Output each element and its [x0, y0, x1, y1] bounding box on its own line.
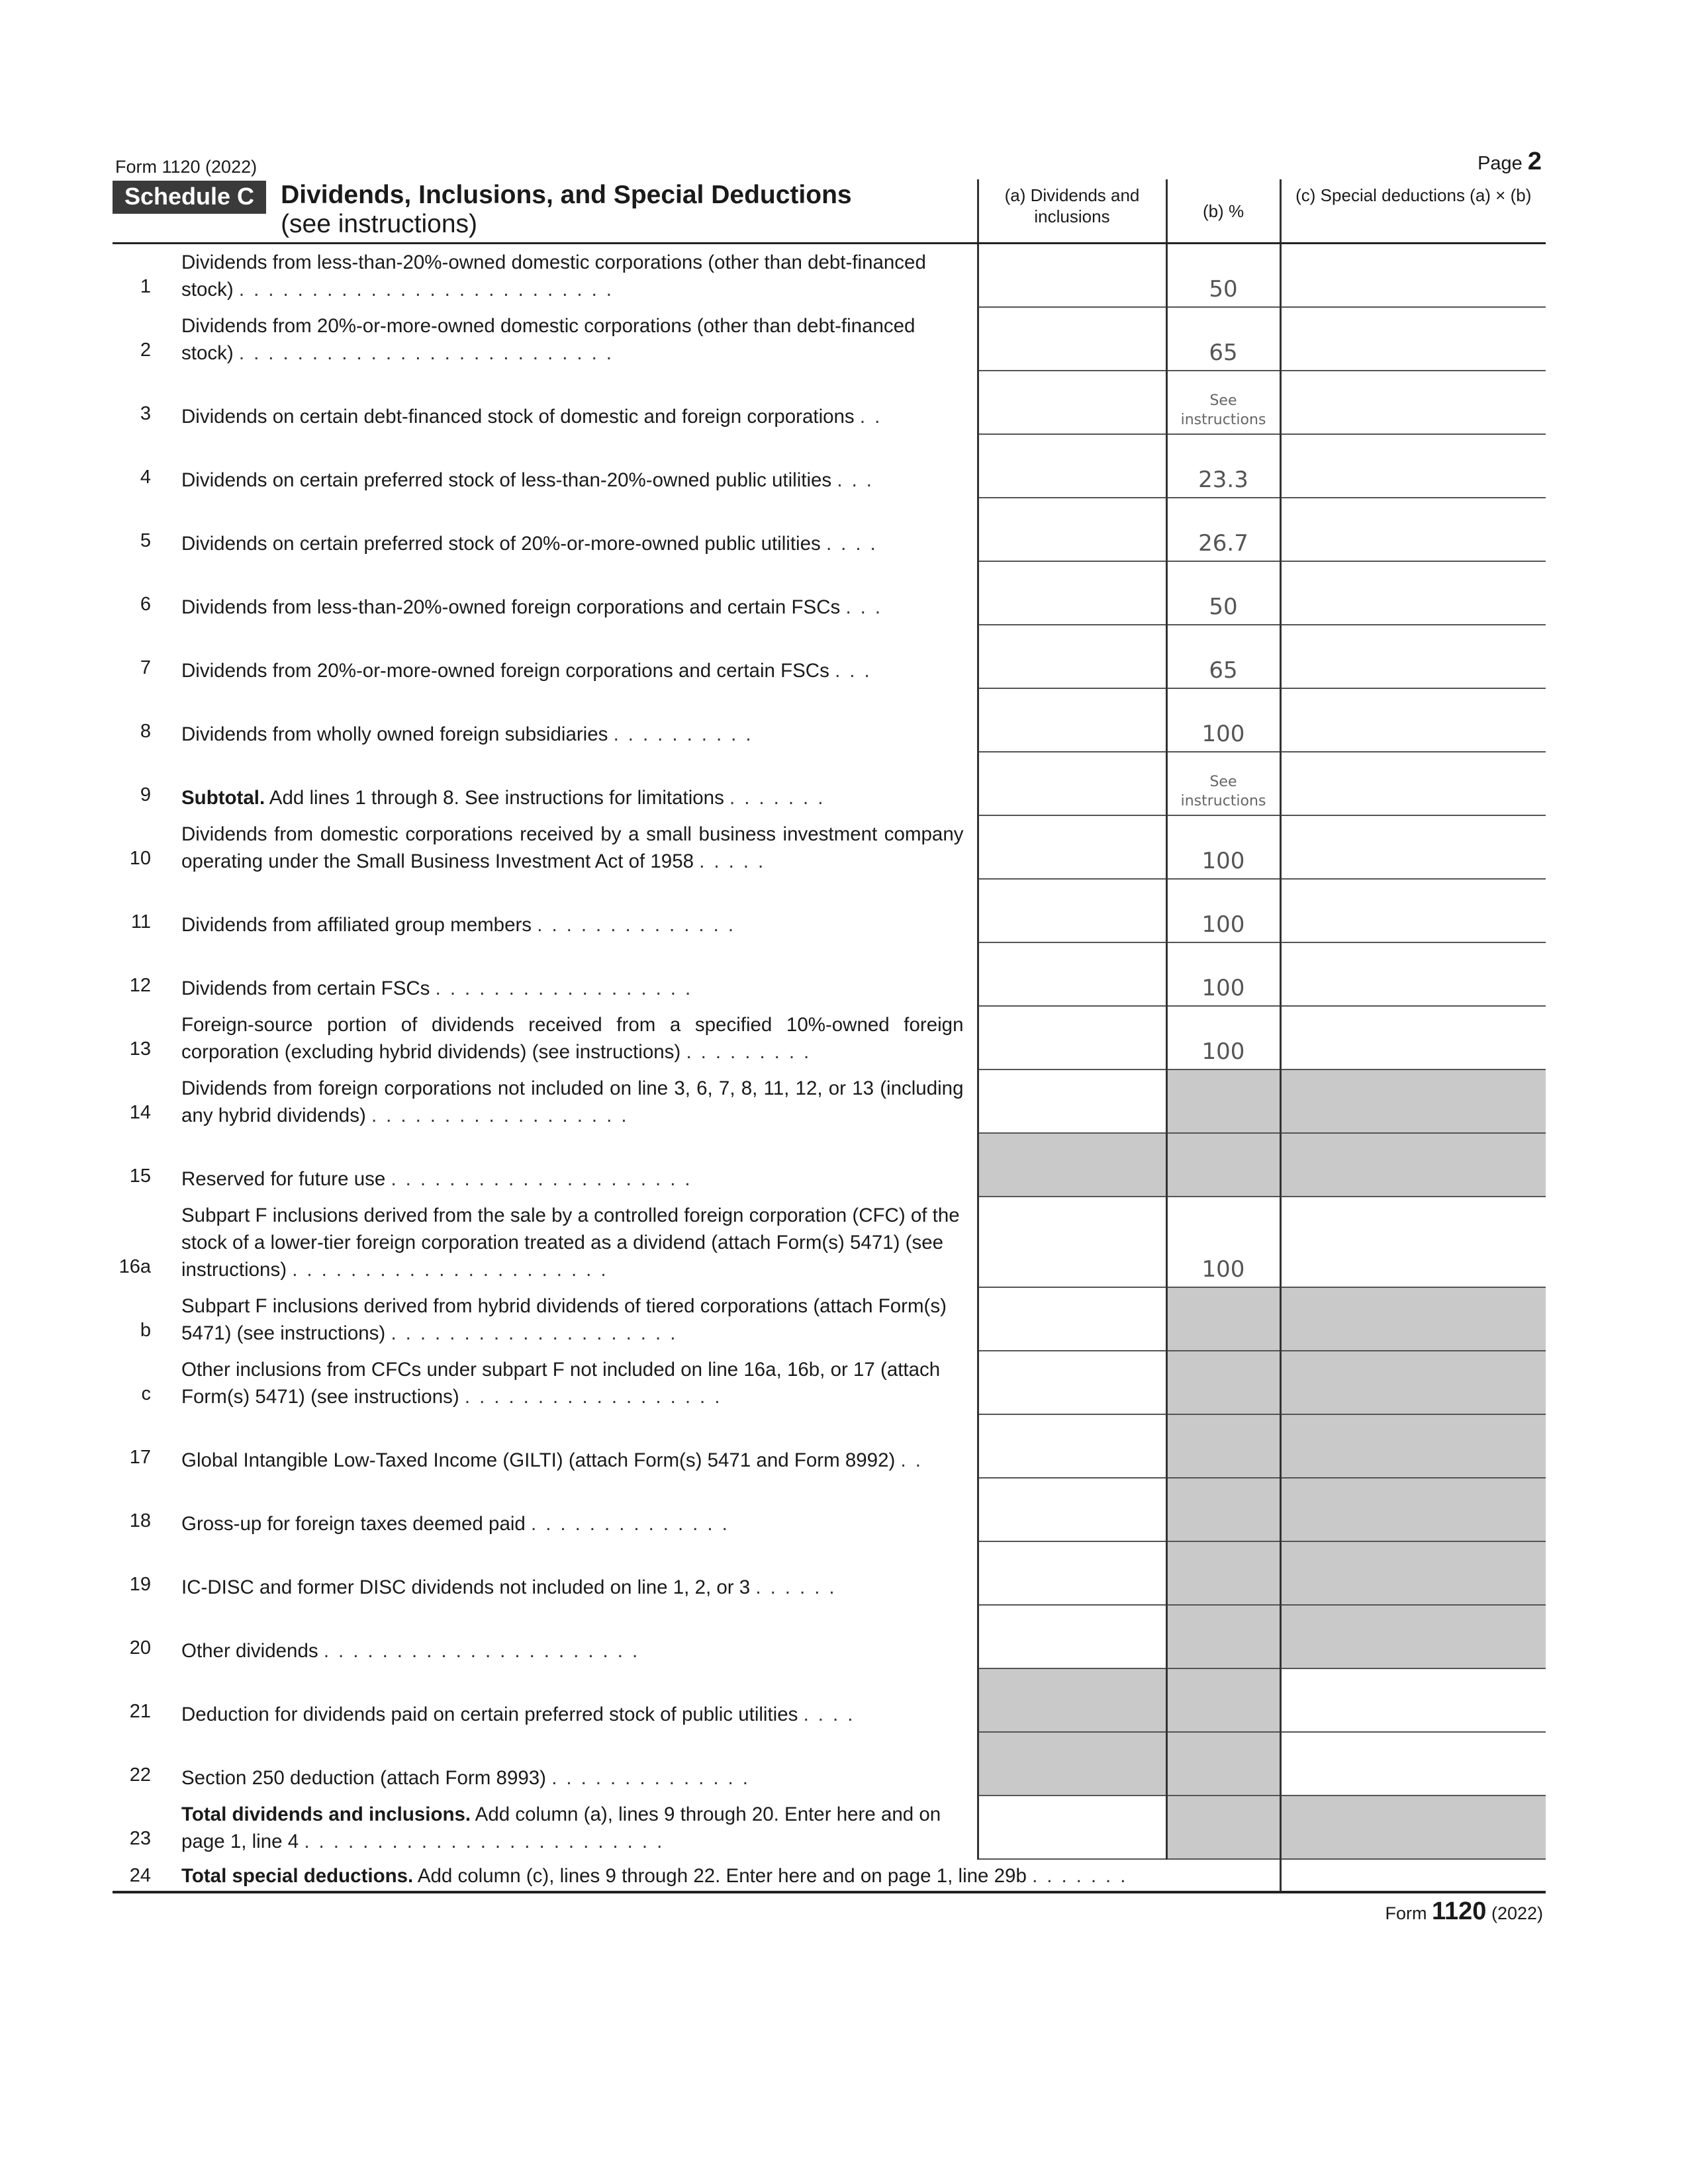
schedule-c-table	[113, 179, 1546, 1891]
line-14-percent-shaded	[1166, 1069, 1280, 1133]
line-description: Dividends from less-than-20%-owned domestic corporations (other than debt-financed stock) ..........................	[181, 251, 926, 300]
line-4-row	[113, 434, 1546, 498]
schedule-header-row	[113, 179, 1546, 243]
line-13-amount-field[interactable]	[978, 1006, 1166, 1069]
line-16b-row	[113, 1287, 1546, 1351]
line-16a-amount-field[interactable]	[978, 1197, 1166, 1287]
line-10-row	[113, 815, 1546, 879]
line-16b-deduction-shaded	[1280, 1287, 1546, 1351]
line-3-deduction-field[interactable]	[1280, 371, 1546, 434]
form-header	[113, 142, 1546, 179]
line-description: Dividends from 20%-or-more-owned foreign corporations and certain FSCs ...	[181, 660, 879, 682]
line-number: 9	[140, 784, 151, 805]
line-number: 8	[140, 721, 151, 742]
line-5-amount-field[interactable]	[978, 498, 1166, 561]
line-number: 19	[129, 1574, 151, 1595]
line-6-amount-field[interactable]	[978, 561, 1166, 625]
column-a-header: (a) Dividends and inclusions	[978, 179, 1166, 243]
line-11-amount-field[interactable]	[978, 879, 1166, 942]
line-11-percent: 100	[1166, 879, 1280, 942]
line-21-percent-shaded	[1166, 1668, 1280, 1732]
line-number: 6	[140, 594, 151, 615]
line-9-percent: See instructions	[1166, 752, 1280, 815]
line-21-deduction-field[interactable]	[1280, 1668, 1546, 1732]
line-number: 22	[129, 1764, 151, 1786]
line-6-deduction-field[interactable]	[1280, 561, 1546, 625]
column-b-header: (b) %	[1166, 179, 1280, 243]
line-7-deduction-field[interactable]	[1280, 625, 1546, 688]
line-description: Subpart F inclusions derived from the sale by a controlled foreign corporation (CFC) of the stock of a lower-tier foreign corporation treated as a dividend (attach Form(s) 5471) (see instructions) ......................	[181, 1205, 960, 1281]
line-16a-deduction-field[interactable]	[1280, 1197, 1546, 1287]
line-number: 4	[140, 467, 151, 488]
line-22-deduction-field[interactable]	[1280, 1732, 1546, 1796]
line-number: 23	[129, 1828, 151, 1849]
line-15-row	[113, 1133, 1546, 1197]
line-22-row	[113, 1732, 1546, 1796]
line-description: Dividends from domestic corporations received by a small business investment company operating under the Small Business Investment Act of 1958 .....	[181, 823, 964, 872]
line-description: Deduction for dividends paid on certain preferred stock of public utilities ....	[181, 1704, 863, 1725]
form-page	[113, 142, 1546, 1927]
line-number: 15	[129, 1165, 151, 1187]
form-footer	[113, 1891, 1546, 1927]
line-description: Section 250 deduction (attach Form 8993) ..............	[181, 1767, 757, 1789]
line-8-deduction-field[interactable]	[1280, 688, 1546, 752]
line-description: Dividends from wholly owned foreign subsidiaries ..........	[181, 723, 761, 745]
line-6-row	[113, 561, 1546, 625]
line-description: Gross-up for foreign taxes deemed paid ..............	[181, 1513, 737, 1535]
line-number: 24	[129, 1865, 151, 1886]
line-description: Other inclusions from CFCs under subpart F not included on line 16a, 16b, or 17 (attach Form(s) 5471) (see instructions) ..................	[181, 1359, 941, 1408]
line-12-row	[113, 942, 1546, 1006]
line-number: 21	[129, 1701, 151, 1722]
line-description: Dividends from affiliated group members ..............	[181, 914, 743, 936]
line-20-row	[113, 1605, 1546, 1668]
line-19-percent-shaded	[1166, 1541, 1280, 1605]
line-description: Total dividends and inclusions. Add column (a), lines 9 through 20. Enter here and on page 1, line 4 .........................	[181, 1803, 941, 1852]
line-1-deduction-field[interactable]	[1280, 243, 1546, 307]
line-number: 20	[129, 1637, 151, 1659]
line-description: Subtotal. Add lines 1 through 8. See instructions for limitations .......	[181, 787, 833, 809]
line-number: 18	[129, 1510, 151, 1531]
line-description: Global Intangible Low-Taxed Income (GILTI) (attach Form(s) 5471 and Form 8992) ..	[181, 1449, 930, 1471]
line-23-deduction-shaded	[1280, 1796, 1546, 1859]
line-21-amount-shaded	[978, 1668, 1166, 1732]
schedule-title: Dividends, Inclusions, and Special Deductions (see instructions)	[281, 181, 852, 238]
line-20-deduction-shaded	[1280, 1605, 1546, 1668]
line-8-amount-field[interactable]	[978, 688, 1166, 752]
line-description: Dividends on certain debt-financed stock of domestic and foreign corporations ..	[181, 406, 890, 428]
line-5-percent: 26.7	[1166, 498, 1280, 561]
line-10-amount-field[interactable]	[978, 815, 1166, 879]
line-23-percent-shaded	[1166, 1796, 1280, 1859]
line-18-amount-field[interactable]	[978, 1478, 1166, 1541]
line-3-row	[113, 371, 1546, 434]
line-number: 7	[140, 657, 151, 678]
line-3-percent: See instructions	[1166, 371, 1280, 434]
line-17-amount-field[interactable]	[978, 1414, 1166, 1478]
line-4-percent: 23.3	[1166, 434, 1280, 498]
line-number: c	[141, 1383, 151, 1404]
line-1-row	[113, 243, 1546, 307]
line-6-percent: 50	[1166, 561, 1280, 625]
line-2-percent: 65	[1166, 307, 1280, 371]
line-11-row	[113, 879, 1546, 942]
line-description: Dividends from certain FSCs ..................	[181, 978, 700, 999]
line-19-deduction-shaded	[1280, 1541, 1546, 1605]
line-description: Reserved for future use .....................	[181, 1168, 700, 1190]
column-c-header: (c) Special deductions (a) × (b)	[1280, 179, 1546, 243]
line-24-deduction-field[interactable]	[1280, 1859, 1546, 1891]
line-number: 5	[140, 530, 151, 551]
line-13-percent: 100	[1166, 1006, 1280, 1069]
form-id: Form 1120 (2022)	[115, 157, 258, 177]
line-9-amount-field[interactable]	[978, 752, 1166, 815]
line-16c-row	[113, 1351, 1546, 1414]
line-number: 3	[140, 403, 151, 424]
line-9-row	[113, 752, 1546, 815]
line-19-amount-field[interactable]	[978, 1541, 1166, 1605]
line-11-deduction-field[interactable]	[1280, 879, 1546, 942]
line-8-percent: 100	[1166, 688, 1280, 752]
line-18-deduction-shaded	[1280, 1478, 1546, 1541]
line-2-amount-field[interactable]	[978, 307, 1166, 371]
line-10-deduction-field[interactable]	[1280, 815, 1546, 879]
line-16a-row	[113, 1197, 1546, 1287]
line-description: Dividends on certain preferred stock of less-than-20%-owned public utilities ...	[181, 469, 881, 491]
line-number: 11	[130, 911, 151, 933]
line-19-row	[113, 1541, 1546, 1605]
line-3-amount-field[interactable]	[978, 371, 1166, 434]
line-number: 2	[140, 340, 151, 361]
line-21-row	[113, 1668, 1546, 1732]
line-description: Subpart F inclusions derived from hybrid dividends of tiered corporations (attach Form(s) 5471) (see instructions) ....................	[181, 1295, 947, 1344]
line-number: b	[140, 1320, 151, 1341]
line-14-amount-field[interactable]	[978, 1069, 1166, 1133]
line-2-deduction-field[interactable]	[1280, 307, 1546, 371]
line-24-row	[113, 1859, 1546, 1891]
line-number: 13	[129, 1038, 151, 1060]
line-number: 1	[140, 276, 151, 297]
line-15-percent-shaded	[1166, 1133, 1280, 1197]
footer-form-id: Form 1120 (2022)	[1385, 1897, 1543, 1925]
line-16b-amount-field[interactable]	[978, 1287, 1166, 1351]
line-7-row	[113, 625, 1546, 688]
line-5-row	[113, 498, 1546, 561]
line-13-deduction-field[interactable]	[1280, 1006, 1546, 1069]
line-description: Dividends from 20%-or-more-owned domestic corporations (other than debt-financed stock) ..........................	[181, 315, 915, 364]
line-23-row	[113, 1796, 1546, 1859]
line-1-amount-field[interactable]	[978, 243, 1166, 307]
line-1-percent: 50	[1166, 243, 1280, 307]
line-13-row	[113, 1006, 1546, 1069]
line-8-row	[113, 688, 1546, 752]
line-number: 12	[129, 975, 151, 996]
schedule-badge: Schedule C	[113, 181, 266, 214]
line-18-percent-shaded	[1166, 1478, 1280, 1541]
line-12-percent: 100	[1166, 942, 1280, 1006]
line-description: Other dividends ......................	[181, 1640, 647, 1662]
line-15-deduction-shaded	[1280, 1133, 1546, 1197]
line-16c-percent-shaded	[1166, 1351, 1280, 1414]
line-4-deduction-field[interactable]	[1280, 434, 1546, 498]
line-10-percent: 100	[1166, 815, 1280, 879]
line-description: Foreign-source portion of dividends received from a specified 10%-owned foreign corporation (excluding hybrid dividends) (see instructions) .........	[181, 1014, 964, 1063]
line-2-row	[113, 307, 1546, 371]
line-description: Dividends from foreign corporations not included on line 3, 6, 7, 8, 11, 12, or 13 (including any hybrid dividends) ..................	[181, 1077, 964, 1126]
line-4-amount-field[interactable]	[978, 434, 1166, 498]
line-14-deduction-shaded	[1280, 1069, 1546, 1133]
line-20-percent-shaded	[1166, 1605, 1280, 1668]
line-description: Total special deductions. Add column (c), lines 9 through 22. Enter here and on page 1, line 29b .......	[181, 1865, 1135, 1887]
line-7-amount-field[interactable]	[978, 625, 1166, 688]
line-12-amount-field[interactable]	[978, 942, 1166, 1006]
line-16c-amount-field[interactable]	[978, 1351, 1166, 1414]
line-description: IC-DISC and former DISC dividends not included on line 1, 2, or 3 ......	[181, 1576, 844, 1598]
line-16b-percent-shaded	[1166, 1287, 1280, 1351]
line-17-deduction-shaded	[1280, 1414, 1546, 1478]
line-17-row	[113, 1414, 1546, 1478]
line-23-amount-field[interactable]	[978, 1796, 1166, 1859]
line-22-amount-shaded	[978, 1732, 1166, 1796]
line-22-percent-shaded	[1166, 1732, 1280, 1796]
line-15-amount-shaded	[978, 1133, 1166, 1197]
line-9-deduction-field[interactable]	[1280, 752, 1546, 815]
line-7-percent: 65	[1166, 625, 1280, 688]
line-16c-deduction-shaded	[1280, 1351, 1546, 1414]
line-18-row	[113, 1478, 1546, 1541]
line-5-deduction-field[interactable]	[1280, 498, 1546, 561]
line-number: 10	[129, 848, 151, 869]
line-number: 17	[129, 1447, 151, 1468]
page-number: Page 2	[1477, 148, 1542, 175]
line-number: 14	[129, 1102, 151, 1123]
line-description: Dividends on certain preferred stock of 20%-or-more-owned public utilities ....	[181, 533, 885, 555]
line-17-percent-shaded	[1166, 1414, 1280, 1478]
line-number: 16a	[118, 1256, 151, 1277]
line-14-row	[113, 1069, 1546, 1133]
line-20-amount-field[interactable]	[978, 1605, 1166, 1668]
line-16a-percent: 100	[1166, 1197, 1280, 1287]
line-description: Dividends from less-than-20%-owned foreign corporations and certain FSCs ...	[181, 596, 890, 618]
line-12-deduction-field[interactable]	[1280, 942, 1546, 1006]
